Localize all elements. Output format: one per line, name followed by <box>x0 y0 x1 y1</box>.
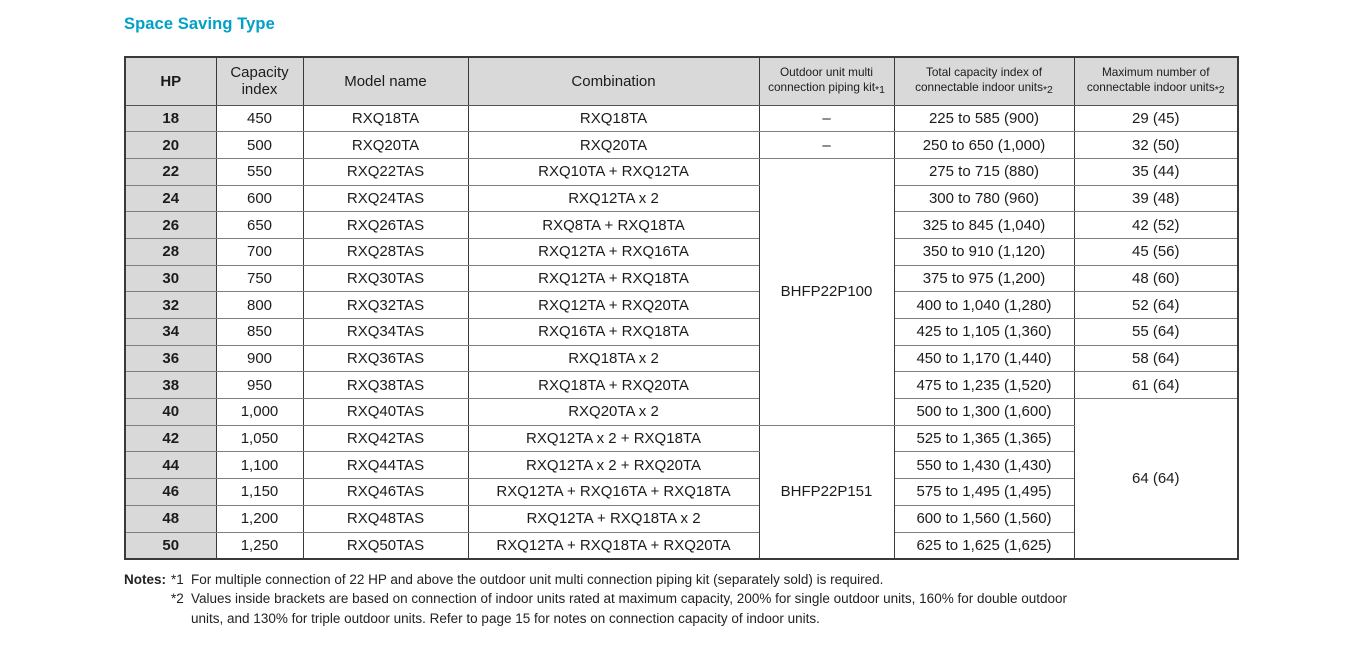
total-capacity-cell: 575 to 1,495 (1,495) <box>894 479 1074 506</box>
model-cell: RXQ18TA <box>303 105 468 132</box>
table-row <box>125 265 1238 292</box>
model-cell: RXQ20TA <box>303 132 468 159</box>
model-cell: RXQ42TAS <box>303 425 468 452</box>
combination-cell: RXQ12TA x 2 + RXQ18TA <box>468 425 759 452</box>
total-capacity-cell: 425 to 1,105 (1,360) <box>894 319 1074 346</box>
max-number-cell: 39 (48) <box>1074 185 1238 212</box>
model-cell: RXQ48TAS <box>303 505 468 532</box>
header-capacity-index: Capacity index <box>216 57 303 105</box>
capacity-cell: 650 <box>216 212 303 239</box>
table-row <box>125 292 1238 319</box>
capacity-cell: 1,100 <box>216 452 303 479</box>
total-capacity-cell: 225 to 585 (900) <box>894 105 1074 132</box>
piping-kit-merged-cell: BHFP22P100 <box>759 158 894 425</box>
model-cell: RXQ22TAS <box>303 158 468 185</box>
note-ref: *1 <box>171 571 184 587</box>
total-capacity-cell: 250 to 650 (1,000) <box>894 132 1074 159</box>
header-hp: HP <box>125 57 216 105</box>
combination-cell: RXQ20TA <box>468 132 759 159</box>
capacity-cell: 500 <box>216 132 303 159</box>
combination-cell: RXQ12TA x 2 + RXQ20TA <box>468 452 759 479</box>
max-number-cell: 48 (60) <box>1074 265 1238 292</box>
note-item-2 <box>171 589 1091 628</box>
table-row <box>125 132 1238 159</box>
total-capacity-cell: 400 to 1,040 (1,280) <box>894 292 1074 319</box>
hp-cell: 36 <box>125 345 216 372</box>
max-number-cell: 45 (56) <box>1074 238 1238 265</box>
hp-cell: 38 <box>125 372 216 399</box>
max-number-cell: 58 (64) <box>1074 345 1238 372</box>
notes-items <box>171 570 1091 629</box>
max-number-cell: 42 (52) <box>1074 212 1238 239</box>
combination-cell: RXQ12TA + RXQ18TA <box>468 265 759 292</box>
notes-section <box>124 570 1366 629</box>
note-text: For multiple connection of 22 HP and above the outdoor unit multi connection piping kit (separately sold) is required. <box>191 571 884 587</box>
combination-cell: RXQ16TA + RXQ18TA <box>468 319 759 346</box>
table-row <box>125 345 1238 372</box>
table-row <box>125 399 1238 426</box>
header-piping-kit <box>759 57 894 105</box>
table-body <box>125 105 1238 559</box>
model-cell: RXQ28TAS <box>303 238 468 265</box>
combination-cell: RXQ12TA + RXQ18TA x 2 <box>468 505 759 532</box>
table-row <box>125 372 1238 399</box>
table-row <box>125 452 1238 479</box>
max-number-cell: 35 (44) <box>1074 158 1238 185</box>
total-capacity-cell: 525 to 1,365 (1,365) <box>894 425 1074 452</box>
hp-cell: 44 <box>125 452 216 479</box>
table-header <box>125 57 1238 105</box>
total-capacity-cell: 375 to 975 (1,200) <box>894 265 1074 292</box>
header-max-number <box>1074 57 1238 105</box>
hp-cell: 46 <box>125 479 216 506</box>
hp-cell: 30 <box>125 265 216 292</box>
header-combination: Combination <box>468 57 759 105</box>
model-cell: RXQ40TAS <box>303 399 468 426</box>
model-cell: RXQ26TAS <box>303 212 468 239</box>
max-number-cell: 61 (64) <box>1074 372 1238 399</box>
capacity-cell: 950 <box>216 372 303 399</box>
hp-cell: 34 <box>125 319 216 346</box>
hp-cell: 18 <box>125 105 216 132</box>
footnote-marker: *2 <box>1214 84 1225 97</box>
note-item-1 <box>171 570 1091 590</box>
notes-label: Notes: <box>124 571 167 587</box>
model-cell: RXQ44TAS <box>303 452 468 479</box>
footnote-marker: *1 <box>874 84 885 97</box>
header-row <box>125 57 1238 105</box>
capacity-cell: 1,000 <box>216 399 303 426</box>
table-row <box>125 212 1238 239</box>
combination-cell: RXQ18TA <box>468 105 759 132</box>
hp-cell: 24 <box>125 185 216 212</box>
model-cell: RXQ38TAS <box>303 372 468 399</box>
spec-table <box>124 56 1239 560</box>
header-total-capacity <box>894 57 1074 105</box>
header-max-number-label: Maximum number of connectable indoor units <box>1086 65 1215 95</box>
total-capacity-cell: 325 to 845 (1,040) <box>894 212 1074 239</box>
hp-cell: 40 <box>125 399 216 426</box>
total-capacity-cell: 475 to 1,235 (1,520) <box>894 372 1074 399</box>
capacity-cell: 1,050 <box>216 425 303 452</box>
model-cell: RXQ24TAS <box>303 185 468 212</box>
total-capacity-cell: 350 to 910 (1,120) <box>894 238 1074 265</box>
table-row <box>125 425 1238 452</box>
capacity-cell: 1,200 <box>216 505 303 532</box>
footnote-marker: *2 <box>1042 84 1053 97</box>
total-capacity-cell: 300 to 780 (960) <box>894 185 1074 212</box>
combination-cell: RXQ12TA + RXQ16TA <box>468 238 759 265</box>
hp-cell: 22 <box>125 158 216 185</box>
hp-cell: 50 <box>125 532 216 559</box>
total-capacity-cell: 550 to 1,430 (1,430) <box>894 452 1074 479</box>
capacity-cell: 1,250 <box>216 532 303 559</box>
max-number-cell: 29 (45) <box>1074 105 1238 132</box>
combination-cell: RXQ8TA + RXQ18TA <box>468 212 759 239</box>
table-row <box>125 532 1238 559</box>
hp-cell: 20 <box>125 132 216 159</box>
total-capacity-cell: 600 to 1,560 (1,560) <box>894 505 1074 532</box>
model-cell: RXQ50TAS <box>303 532 468 559</box>
combination-cell: RXQ20TA x 2 <box>468 399 759 426</box>
combination-cell: RXQ18TA + RXQ20TA <box>468 372 759 399</box>
header-model-name: Model name <box>303 57 468 105</box>
note-text: Values inside brackets are based on connection of indoor units rated at maximum capacity, 200% for single outdoor units, 160% for double outdoor units, and 130% for triple outdoor units. Refer to page 15 for notes on connection capacity of indoor units. <box>191 591 1068 626</box>
max-number-merged-cell: 64 (64) <box>1074 399 1238 559</box>
capacity-cell: 550 <box>216 158 303 185</box>
capacity-cell: 450 <box>216 105 303 132</box>
model-cell: RXQ36TAS <box>303 345 468 372</box>
piping-kit-cell: – <box>759 132 894 159</box>
capacity-cell: 1,150 <box>216 479 303 506</box>
combination-cell: RXQ18TA x 2 <box>468 345 759 372</box>
model-cell: RXQ32TAS <box>303 292 468 319</box>
table-row <box>125 158 1238 185</box>
page-title: Space Saving Type <box>124 15 275 33</box>
table-row <box>125 505 1238 532</box>
combination-cell: RXQ12TA + RXQ16TA + RXQ18TA <box>468 479 759 506</box>
header-total-capacity-label: Total capacity index of connectable indoor units <box>915 65 1043 95</box>
capacity-cell: 600 <box>216 185 303 212</box>
capacity-cell: 700 <box>216 238 303 265</box>
capacity-cell: 800 <box>216 292 303 319</box>
table-row <box>125 185 1238 212</box>
capacity-cell: 850 <box>216 319 303 346</box>
note-ref: *2 <box>171 591 184 607</box>
total-capacity-cell: 625 to 1,625 (1,625) <box>894 532 1074 559</box>
hp-cell: 48 <box>125 505 216 532</box>
header-piping-kit-label: Outdoor unit multi connection piping kit <box>768 65 875 95</box>
table-row <box>125 319 1238 346</box>
model-cell: RXQ30TAS <box>303 265 468 292</box>
combination-cell: RXQ12TA x 2 <box>468 185 759 212</box>
table-row <box>125 238 1238 265</box>
capacity-cell: 750 <box>216 265 303 292</box>
table-row <box>125 105 1238 132</box>
max-number-cell: 32 (50) <box>1074 132 1238 159</box>
total-capacity-cell: 500 to 1,300 (1,600) <box>894 399 1074 426</box>
combination-cell: RXQ12TA + RXQ18TA + RXQ20TA <box>468 532 759 559</box>
combination-cell: RXQ12TA + RXQ20TA <box>468 292 759 319</box>
hp-cell: 32 <box>125 292 216 319</box>
capacity-cell: 900 <box>216 345 303 372</box>
model-cell: RXQ46TAS <box>303 479 468 506</box>
total-capacity-cell: 450 to 1,170 (1,440) <box>894 345 1074 372</box>
piping-kit-merged-cell: BHFP22P151 <box>759 425 894 558</box>
max-number-cell: 55 (64) <box>1074 319 1238 346</box>
max-number-cell: 52 (64) <box>1074 292 1238 319</box>
hp-cell: 26 <box>125 212 216 239</box>
model-cell: RXQ34TAS <box>303 319 468 346</box>
piping-kit-cell: – <box>759 105 894 132</box>
hp-cell: 28 <box>125 238 216 265</box>
combination-cell: RXQ10TA + RXQ12TA <box>468 158 759 185</box>
hp-cell: 42 <box>125 425 216 452</box>
table-row <box>125 479 1238 506</box>
total-capacity-cell: 275 to 715 (880) <box>894 158 1074 185</box>
